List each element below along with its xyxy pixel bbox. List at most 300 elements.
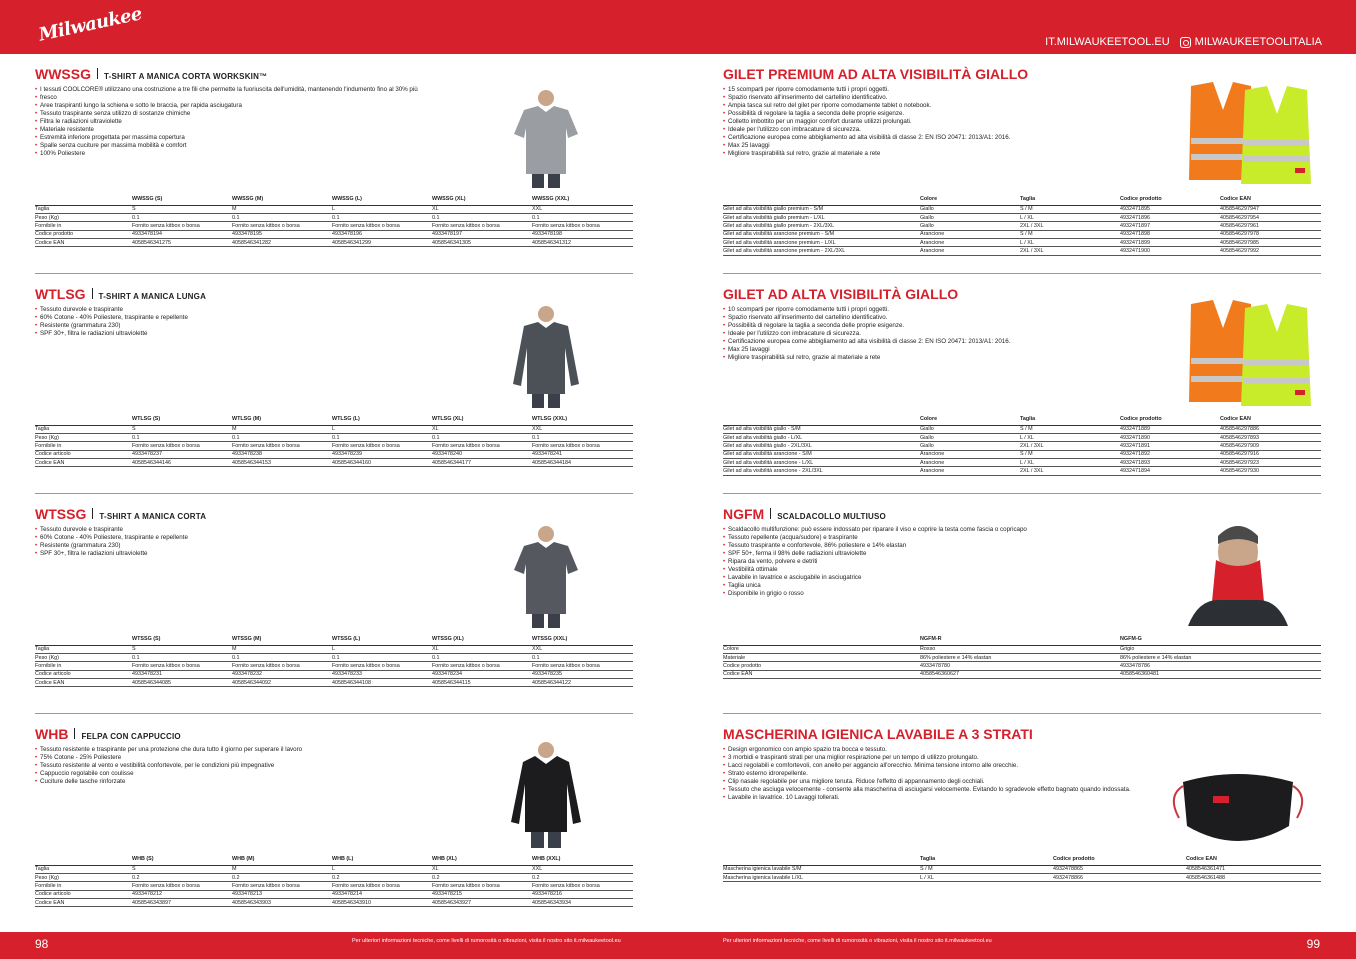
table-cell: L bbox=[332, 425, 432, 433]
table-cell: Arancione bbox=[920, 467, 1020, 475]
table-cell: Fornito senza kitbox o borsa bbox=[332, 662, 432, 670]
table-cell: Fornibile in bbox=[35, 222, 132, 230]
table-cell: Mascherina igienica lavabile S/M bbox=[723, 865, 920, 873]
table-row bbox=[35, 882, 633, 890]
table-cell: Giallo bbox=[920, 213, 1020, 221]
table-header-cell: WWSSG (XL) bbox=[432, 196, 532, 205]
feature-item: • Strato esterno idrorepellente. bbox=[723, 770, 1143, 778]
section-divider bbox=[723, 273, 1321, 274]
table-cell: Fornibile in bbox=[35, 662, 132, 670]
table-row bbox=[723, 670, 1321, 678]
table-cell: L / XL bbox=[1020, 433, 1120, 441]
table-cell: 4933478215 bbox=[432, 890, 532, 898]
table-header-cell bbox=[35, 196, 132, 205]
table-cell: 4058546344146 bbox=[132, 459, 232, 467]
table-cell: M bbox=[232, 205, 332, 213]
table-header-cell: WTLSG (XXL) bbox=[532, 416, 633, 425]
table-cell: 4932478866 bbox=[1053, 873, 1186, 881]
table-cell: 4058546297893 bbox=[1220, 433, 1321, 441]
table-cell: Codice prodotto bbox=[35, 230, 132, 238]
table-cell: 0.1 bbox=[332, 653, 432, 661]
table-cell: Fornito senza kitbox o borsa bbox=[432, 882, 532, 890]
tshirt-dark-image bbox=[510, 524, 582, 628]
product-code: WTSSG bbox=[35, 506, 87, 522]
table-cell: 4932471897 bbox=[1120, 222, 1220, 230]
table-cell: 4932471889 bbox=[1120, 425, 1220, 433]
feature-item: • Disponibile in grigio o rosso bbox=[723, 590, 1321, 598]
table-cell: 4058546297985 bbox=[1220, 239, 1321, 247]
table-header-cell: WWSSG (S) bbox=[132, 196, 232, 205]
table-header-cell: WHB (M) bbox=[232, 856, 332, 865]
table-header-cell: Codice EAN bbox=[1220, 196, 1321, 205]
table-row bbox=[35, 205, 633, 213]
table-cell: Fornito senza kitbox o borsa bbox=[432, 222, 532, 230]
table-cell: 4058546297916 bbox=[1220, 450, 1321, 458]
product-code: WHB bbox=[35, 726, 69, 742]
table-cell: S bbox=[132, 645, 232, 653]
table-cell: 4058546344092 bbox=[232, 679, 332, 687]
table-cell: 4058546360481 bbox=[1120, 670, 1321, 678]
feature-item: • 3 morbidi e traspiranti strati per una miglior respirazione per un tempo di utilizzo prolungato. bbox=[723, 754, 1143, 762]
feature-item: • Design ergonomico con ampio spazio tra bocca e tessuto. bbox=[723, 746, 1143, 754]
table-cell: 0.1 bbox=[432, 433, 532, 441]
table-cell: S bbox=[132, 425, 232, 433]
table-cell: Fornito senza kitbox o borsa bbox=[232, 882, 332, 890]
table-cell: 4932471890 bbox=[1120, 433, 1220, 441]
page-number-right: 99 bbox=[1306, 937, 1320, 951]
table-cell: 4058546297954 bbox=[1220, 213, 1321, 221]
spec-table bbox=[723, 196, 1321, 256]
table-cell: 4932471898 bbox=[1120, 230, 1220, 238]
table-cell: 0.2 bbox=[132, 873, 232, 881]
table-cell: L bbox=[332, 645, 432, 653]
table-cell: Gilet ad alta visibilità arancione premium - 2XL/3XL bbox=[723, 247, 920, 255]
table-row bbox=[723, 459, 1321, 467]
table-cell: Mascherina igienica lavabile L/XL bbox=[723, 873, 920, 881]
table-cell: S / M bbox=[1020, 205, 1120, 213]
table-header-cell: WWSSG (L) bbox=[332, 196, 432, 205]
table-row bbox=[35, 865, 633, 873]
feature-item: • Ideale per l'utilizzo con imbracature di sicurezza. bbox=[723, 330, 1321, 338]
feature-item: • Tessuto che asciuga velocemente - consente alla mascherina di asciugarsi velocemente. Evitando lo sgradevole effetto bagnato quando indossata. bbox=[723, 786, 1143, 794]
table-header-cell: WTLSG (L) bbox=[332, 416, 432, 425]
table-cell: 4933478241 bbox=[532, 450, 633, 458]
table-row bbox=[723, 205, 1321, 213]
table-cell: 4933478196 bbox=[332, 230, 432, 238]
table-cell: 4058546344085 bbox=[132, 679, 232, 687]
table-cell: Fornito senza kitbox o borsa bbox=[332, 442, 432, 450]
table-row bbox=[35, 645, 633, 653]
table-cell: Gilet ad alta visibilità giallo premium - L/XL bbox=[723, 213, 920, 221]
table-cell: 4932471896 bbox=[1120, 213, 1220, 221]
table-cell: 4933478234 bbox=[432, 670, 532, 678]
table-cell: Gilet ad alta visibilità giallo - S/M bbox=[723, 425, 920, 433]
feature-item: • Estremità inferiore progettata per massima copertura bbox=[35, 134, 633, 142]
table-cell: Gilet ad alta visibilità arancione - 2XL/3XL bbox=[723, 467, 920, 475]
table-cell: Codice articolo bbox=[35, 670, 132, 678]
feature-item: • Tessuto traspirante e confortevole, 86% poliestere e 14% elastan bbox=[723, 542, 1321, 550]
vest-premium-image bbox=[1183, 80, 1323, 188]
table-cell: 4058546344177 bbox=[432, 459, 532, 467]
feature-item: • 10 scomparti per riporre comodamente tutti i propri oggetti. bbox=[723, 306, 1321, 314]
table-cell: 0.2 bbox=[332, 873, 432, 881]
table-cell: M bbox=[232, 865, 332, 873]
feature-item: • Colletto imbottito per un maggior comfort durante utilizzi prolungati. bbox=[723, 118, 1321, 126]
table-cell: 4058546297923 bbox=[1220, 459, 1321, 467]
table-row bbox=[723, 222, 1321, 230]
table-cell: Gilet ad alta visibilità arancione - L/XL bbox=[723, 459, 920, 467]
table-cell: 4933478233 bbox=[332, 670, 432, 678]
table-cell: 4933478232 bbox=[232, 670, 332, 678]
table-header-cell: Colore bbox=[920, 416, 1020, 425]
table-cell: 4933478239 bbox=[332, 450, 432, 458]
feature-item: • Clip nasale regolabile per una migliore tenuta. Riduce l'effetto di appannamento degli occhiali. bbox=[723, 778, 1143, 786]
table-cell: 4058546343927 bbox=[432, 899, 532, 907]
feature-item: • Ampia tasca sul retro del gilet per riporre comodamente tablet o notebook. bbox=[723, 102, 1321, 110]
feature-item: • I tessuti COOLCORE® utilizzano una costruzione a tre fili che permette la fuoriuscita dell'umidità, mantenendo l'indumento fino al 30% più bbox=[35, 86, 633, 94]
top-banner bbox=[0, 0, 1356, 54]
feature-item: • Taglia unica bbox=[723, 582, 1321, 590]
product-wtssg bbox=[35, 506, 633, 696]
feature-item: • Materiale resistente bbox=[35, 126, 633, 134]
table-cell: 4058546341282 bbox=[232, 239, 332, 247]
table-cell: Arancione bbox=[920, 239, 1020, 247]
product-subtitle: SCALDACOLLO MULTIUSO bbox=[777, 512, 886, 521]
table-cell: Fornito senza kitbox o borsa bbox=[532, 442, 633, 450]
feature-item: • Scaldacollo multifunzione: può essere indossato per riparare il viso e coprire la testa come fascia o copricapo bbox=[723, 526, 1321, 534]
table-header-cell: Taglia bbox=[1020, 416, 1120, 425]
table-row bbox=[35, 222, 633, 230]
table-cell: Fornito senza kitbox o borsa bbox=[232, 222, 332, 230]
table-cell: 4933478195 bbox=[232, 230, 332, 238]
table-cell: Codice EAN bbox=[35, 899, 132, 907]
table-cell: 4933478237 bbox=[132, 450, 232, 458]
table-cell: 4058546341305 bbox=[432, 239, 532, 247]
table-row bbox=[35, 653, 633, 661]
table-row bbox=[723, 230, 1321, 238]
table-cell: Giallo bbox=[920, 425, 1020, 433]
table-header-cell bbox=[723, 636, 920, 645]
bottom-banner bbox=[0, 932, 1356, 959]
feature-item: • Vestibilità ottimale bbox=[723, 566, 1321, 574]
table-header-cell: Taglia bbox=[1020, 196, 1120, 205]
spec-table bbox=[35, 416, 633, 467]
table-row bbox=[35, 442, 633, 450]
table-cell: XXL bbox=[532, 205, 633, 213]
product-title: MASCHERINA IGIENICA LAVABILE A 3 STRATI bbox=[723, 726, 1033, 742]
table-cell: Arancione bbox=[920, 230, 1020, 238]
table-cell: 4933478216 bbox=[532, 890, 633, 898]
table-cell: Taglia bbox=[35, 645, 132, 653]
hoodie-image bbox=[505, 738, 587, 848]
table-row bbox=[723, 662, 1321, 670]
table-row bbox=[723, 433, 1321, 441]
table-row bbox=[723, 213, 1321, 221]
table-cell: Colore bbox=[723, 645, 920, 653]
table-cell: 4058546361488 bbox=[1186, 873, 1321, 881]
feature-item: • Tessuto resistente al vento e vestibilità confortevole, per le condizioni più impegnative bbox=[35, 762, 633, 770]
table-cell: 86% poliestere e 14% elastan bbox=[920, 653, 1120, 661]
product-whb bbox=[35, 726, 633, 916]
table-header-cell: WHB (XL) bbox=[432, 856, 532, 865]
table-row bbox=[35, 679, 633, 687]
table-row bbox=[723, 442, 1321, 450]
product-subtitle: T-SHIRT A MANICA CORTA bbox=[99, 512, 207, 521]
feature-item: • Tessuto traspirante senza utilizzo di sostanze chimiche bbox=[35, 110, 633, 118]
table-cell: Fornito senza kitbox o borsa bbox=[232, 442, 332, 450]
table-row bbox=[35, 450, 633, 458]
table-cell: S / M bbox=[1020, 450, 1120, 458]
instagram-link[interactable]: MILWAUKEETOOLITALIA bbox=[1194, 36, 1322, 48]
spec-table bbox=[723, 856, 1321, 882]
table-cell: 4933478214 bbox=[332, 890, 432, 898]
table-cell: 4058546341299 bbox=[332, 239, 432, 247]
table-cell: Fornito senza kitbox o borsa bbox=[532, 222, 633, 230]
table-cell: 4933478238 bbox=[232, 450, 332, 458]
table-cell: Peso (Kg) bbox=[35, 873, 132, 881]
table-cell: L bbox=[332, 865, 432, 873]
table-cell: 4058546297947 bbox=[1220, 205, 1321, 213]
table-row bbox=[35, 230, 633, 238]
table-cell: 4933478231 bbox=[132, 670, 232, 678]
table-cell: Gilet ad alta visibilità giallo premium - 2XL/3XL bbox=[723, 222, 920, 230]
table-cell: 4058546297886 bbox=[1220, 425, 1321, 433]
product-subtitle: T-SHIRT A MANICA LUNGA bbox=[98, 292, 207, 301]
table-cell: 0.1 bbox=[232, 213, 332, 221]
table-header-cell: WTLSG (M) bbox=[232, 416, 332, 425]
table-cell: Taglia bbox=[35, 205, 132, 213]
product-wtlsg bbox=[35, 286, 633, 476]
product-code: WWSSG bbox=[35, 66, 91, 82]
left-page bbox=[35, 66, 633, 926]
table-row bbox=[723, 873, 1321, 881]
feature-item: • Tessuto durevole e traspirante bbox=[35, 306, 633, 314]
table-cell: Fornito senza kitbox o borsa bbox=[532, 882, 633, 890]
table-header-cell: WWSSG (XXL) bbox=[532, 196, 633, 205]
table-cell: S / M bbox=[1020, 425, 1120, 433]
table-cell: 4058546341312 bbox=[532, 239, 633, 247]
table-cell: 0.1 bbox=[532, 213, 633, 221]
table-cell: 4058546341275 bbox=[132, 239, 232, 247]
table-cell: L / XL bbox=[920, 873, 1053, 881]
feature-item: • Resistente (grammatura 230) bbox=[35, 322, 633, 330]
table-cell: 2XL / 3XL bbox=[1020, 467, 1120, 475]
feature-item: • Ripara da vento, polvere e detriti bbox=[723, 558, 1321, 566]
table-cell: Arancione bbox=[920, 459, 1020, 467]
table-cell: 4058546297978 bbox=[1220, 230, 1321, 238]
feature-item: • Lacci regolabili e comfortevoli, con anello per aggancio all'orecchio. Minima tensione intorno alle orecchie. bbox=[723, 762, 1143, 770]
table-cell: 4058546343903 bbox=[232, 899, 332, 907]
table-cell: L / XL bbox=[1020, 459, 1120, 467]
product-code: NGFM bbox=[723, 506, 765, 522]
table-row bbox=[35, 670, 633, 678]
table-cell: Taglia bbox=[35, 425, 132, 433]
table-header-cell: WHB (S) bbox=[132, 856, 232, 865]
table-cell: XL bbox=[432, 205, 532, 213]
product-subtitle: FELPA CON CAPPUCCIO bbox=[81, 732, 181, 741]
table-cell: 4932471892 bbox=[1120, 450, 1220, 458]
table-cell: L / XL bbox=[1020, 213, 1120, 221]
table-cell: Giallo bbox=[920, 442, 1020, 450]
milwaukee-logo: Milwaukee bbox=[36, 3, 144, 46]
face-mask-image bbox=[1163, 766, 1313, 856]
table-header-cell: Codice prodotto bbox=[1120, 416, 1220, 425]
section-divider bbox=[35, 273, 633, 274]
table-header-cell bbox=[723, 416, 920, 425]
table-cell: 4058546344108 bbox=[332, 679, 432, 687]
table-cell: XXL bbox=[532, 865, 633, 873]
table-cell: XXL bbox=[532, 425, 633, 433]
table-cell: Fornito senza kitbox o borsa bbox=[232, 662, 332, 670]
table-cell: 86% poliestere e 14% elastan bbox=[1120, 653, 1321, 661]
table-cell: Fornibile in bbox=[35, 882, 132, 890]
table-cell: M bbox=[232, 645, 332, 653]
table-cell: 0.2 bbox=[432, 873, 532, 881]
table-row bbox=[723, 865, 1321, 873]
feature-item: • 15 scomparti per riporre comodamente tutti i propri oggetti. bbox=[723, 86, 1321, 94]
table-cell: XL bbox=[432, 865, 532, 873]
spec-table bbox=[35, 856, 633, 907]
feature-item: • Migliore traspirabilità sul retro, grazie al materiale a rete bbox=[723, 354, 1321, 362]
table-cell: Giallo bbox=[920, 205, 1020, 213]
table-row bbox=[35, 873, 633, 881]
table-row bbox=[35, 213, 633, 221]
table-cell: 4058546360627 bbox=[920, 670, 1120, 678]
table-cell: 0.1 bbox=[132, 653, 232, 661]
table-cell: 4058546344115 bbox=[432, 679, 532, 687]
table-header-cell: Taglia bbox=[920, 856, 1053, 865]
table-cell: 4058546343934 bbox=[532, 899, 633, 907]
section-divider bbox=[35, 713, 633, 714]
table-cell: 4933478780 bbox=[920, 662, 1120, 670]
table-cell: 0.1 bbox=[132, 433, 232, 441]
table-cell: Fornito senza kitbox o borsa bbox=[132, 222, 232, 230]
feature-item: • 60% Cotone - 40% Poliestere, traspirante e repellente bbox=[35, 314, 633, 322]
table-cell: 4058546297961 bbox=[1220, 222, 1321, 230]
table-header-cell bbox=[723, 856, 920, 865]
feature-item: • Certificazione europea come abbigliamento ad alta visibilità di classe 2: EN ISO 20471: 2013/A1: 2016. bbox=[723, 338, 1321, 346]
table-header-cell bbox=[35, 416, 132, 425]
feature-item: • Certificazione europea come abbigliamento ad alta visibilità di classe 2: EN ISO 20471: 2013/A1: 2016. bbox=[723, 134, 1321, 142]
table-header-cell: WTSSG (S) bbox=[132, 636, 232, 645]
table-header-cell: Codice EAN bbox=[1220, 416, 1321, 425]
website-link[interactable]: IT.MILWAUKEETOOL.EU bbox=[1045, 36, 1170, 48]
product-code: WTLSG bbox=[35, 286, 86, 302]
table-cell: 0.2 bbox=[532, 873, 633, 881]
table-row bbox=[723, 645, 1321, 653]
instagram-icon bbox=[1180, 37, 1191, 48]
table-cell: 4932478865 bbox=[1053, 865, 1186, 873]
feature-item: • Max 25 lavaggi bbox=[723, 346, 1321, 354]
section-divider bbox=[35, 493, 633, 494]
table-row bbox=[35, 239, 633, 247]
product-title: GILET AD ALTA VISIBILITÀ GIALLO bbox=[723, 286, 959, 302]
table-header-cell: WHB (XXL) bbox=[532, 856, 633, 865]
table-header-cell: Codice prodotto bbox=[1053, 856, 1186, 865]
table-cell: Codice articolo bbox=[35, 450, 132, 458]
product-subtitle: T-SHIRT A MANICA CORTA WORKSKIN™ bbox=[104, 72, 268, 81]
table-cell: L / XL bbox=[1020, 239, 1120, 247]
table-header-cell: Codice EAN bbox=[1186, 856, 1321, 865]
table-cell: Codice EAN bbox=[35, 239, 132, 247]
feature-item: • Spalle senza cuciture per massima mobilità e comfort bbox=[35, 142, 633, 150]
table-cell: Gilet ad alta visibilità giallo premium - S/M bbox=[723, 205, 920, 213]
table-row bbox=[723, 425, 1321, 433]
feature-item: • Lavabile in lavatrice. 10 Lavaggi tollerati. bbox=[723, 794, 1143, 802]
table-header-cell: WTSSG (XL) bbox=[432, 636, 532, 645]
table-cell: 0.1 bbox=[432, 213, 532, 221]
table-cell: 4058546297930 bbox=[1220, 467, 1321, 475]
table-cell: Peso (Kg) bbox=[35, 653, 132, 661]
footer-note-left: Per ulteriori informazioni tecniche, come livelli di rumorosità o vibrazioni, visita il nostro sito it.milwaukeetool.eu bbox=[352, 938, 621, 944]
feature-item: • fresco bbox=[35, 94, 633, 102]
feature-item: • SPF 30+, filtra le radiazioni ultraviolette bbox=[35, 550, 633, 558]
table-header-cell: WTSSG (M) bbox=[232, 636, 332, 645]
table-row bbox=[723, 239, 1321, 247]
feature-item: • Max 25 lavaggi bbox=[723, 142, 1321, 150]
table-cell: Giallo bbox=[920, 433, 1020, 441]
table-header-cell: Colore bbox=[920, 196, 1020, 205]
table-cell: 4932471895 bbox=[1120, 205, 1220, 213]
feature-item: • Tessuto resistente e traspirante per una protezione che dura tutto il giorno per superare il lavoro bbox=[35, 746, 633, 754]
table-cell: S / M bbox=[1020, 230, 1120, 238]
vest-image bbox=[1183, 298, 1323, 410]
table-row bbox=[35, 899, 633, 907]
feature-item: • Ideale per l'utilizzo con imbracature di sicurezza. bbox=[723, 126, 1321, 134]
table-cell: L bbox=[332, 205, 432, 213]
table-cell: XXL bbox=[532, 645, 633, 653]
feature-item: • Migliore traspirabilità sul retro, grazie al materiale a rete bbox=[723, 150, 1321, 158]
table-header-cell: WWSSG (M) bbox=[232, 196, 332, 205]
spec-table bbox=[35, 196, 633, 247]
table-header-cell: WTSSG (XXL) bbox=[532, 636, 633, 645]
table-cell: 2XL / 3XL bbox=[1020, 222, 1120, 230]
table-cell: Fornito senza kitbox o borsa bbox=[532, 662, 633, 670]
table-cell: XL bbox=[432, 645, 532, 653]
table-cell: XL bbox=[432, 425, 532, 433]
table-cell: M bbox=[232, 425, 332, 433]
spec-table bbox=[723, 636, 1321, 679]
table-cell: 0.2 bbox=[232, 873, 332, 881]
table-cell: 4933478240 bbox=[432, 450, 532, 458]
table-cell: 4933478235 bbox=[532, 670, 633, 678]
table-cell: 4933478213 bbox=[232, 890, 332, 898]
table-header-cell: Codice prodotto bbox=[1120, 196, 1220, 205]
table-header-cell: WTSSG (L) bbox=[332, 636, 432, 645]
table-cell: 4933478194 bbox=[132, 230, 232, 238]
table-cell: Gilet ad alta visibilità giallo - L/XL bbox=[723, 433, 920, 441]
header-links bbox=[1045, 36, 1322, 48]
feature-list bbox=[723, 746, 1143, 802]
table-cell: 0.1 bbox=[532, 433, 633, 441]
table-header-cell bbox=[723, 196, 920, 205]
table-cell: S bbox=[132, 205, 232, 213]
feature-item: • 100% Poliestere bbox=[35, 150, 633, 158]
table-cell: 4933478197 bbox=[432, 230, 532, 238]
feature-item: • Tessuto durevole e traspirante bbox=[35, 526, 633, 534]
table-cell: Arancione bbox=[920, 450, 1020, 458]
product-gilet-premium bbox=[723, 66, 1321, 261]
table-cell: S bbox=[132, 865, 232, 873]
product-gilet bbox=[723, 286, 1321, 481]
table-cell: 0.1 bbox=[532, 653, 633, 661]
feature-item: • Cappuccio regolabile con coulisse bbox=[35, 770, 633, 778]
table-cell: 4932471899 bbox=[1120, 239, 1220, 247]
table-row bbox=[35, 425, 633, 433]
table-header-cell: NGFM-R bbox=[920, 636, 1120, 645]
table-cell: 4058546344184 bbox=[532, 459, 633, 467]
table-cell: S / M bbox=[920, 865, 1053, 873]
